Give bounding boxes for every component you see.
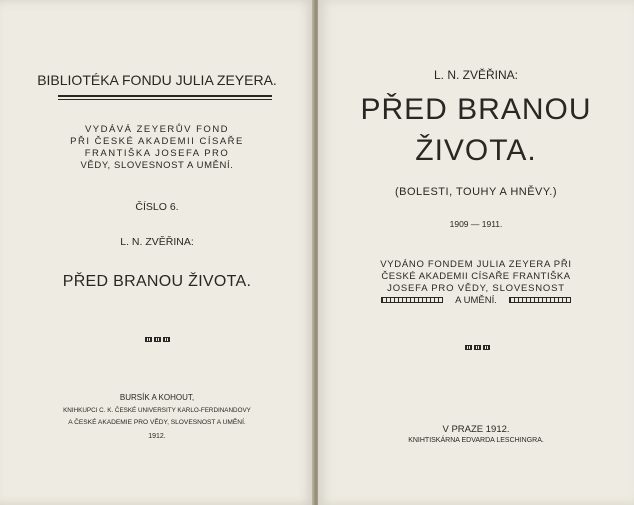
left-page — [0, 0, 314, 505]
subtitle: (BOLESTI, TOUHY A HNĚVY.) — [394, 186, 558, 198]
publisher-line: PŘI ČESKÉ AKADEMII CÍSAŘE — [70, 136, 244, 147]
printer: KNIHTISKÁRNA EDVARDA LESCHINGRA. — [408, 437, 544, 444]
publisher-line: JOSEFA PRO VĚDY, SLOVESNOST — [387, 283, 565, 294]
ornamental-fill-left — [381, 297, 443, 303]
years: 1909 — 1911. — [449, 219, 503, 229]
publisher-line: ČESKÉ AKADEMII CÍSAŘE FRANTIŠKA — [381, 271, 571, 282]
publisher-line-text: A UMĚNÍ. — [455, 295, 497, 306]
place-year: V PRAZE 1912. — [442, 424, 510, 435]
title-line-1: PŘED BRANOU — [360, 93, 592, 126]
ornament — [465, 345, 490, 350]
ornamental-fill-right — [509, 297, 571, 303]
author-name: L. N. ZVĚŘINA: — [120, 236, 194, 248]
publisher-line: FRANTIŠKA JOSEFA PRO — [84, 148, 230, 159]
author-name: L. N. ZVĚŘINA: — [433, 68, 519, 82]
book-title: PŘED BRANOU ŽIVOTA. — [62, 273, 252, 290]
publisher-line: VYDÁNO FONDEM JULIA ZEYERA PŘI — [380, 259, 572, 270]
double-rule-top — [58, 95, 272, 97]
imprint-line: KNIHKUPCI C. K. ČESKÉ UNIVERSITY KARLO-FERDINANDOVY — [63, 407, 251, 414]
imprint-year: 1912. — [148, 433, 166, 440]
title-line-2: ŽIVOTA. — [415, 134, 537, 167]
issue-number: ČÍSLO 6. — [135, 201, 179, 213]
publisher-line: VYDÁVÁ ZEYERŮV FOND — [84, 124, 230, 135]
ornament — [145, 337, 170, 342]
series-title: BIBLIOTÉKA FONDU JULIA ZEYERA. — [37, 72, 277, 88]
imprint-line: BURSÍK A KOHOUT, — [119, 393, 195, 402]
right-page — [318, 0, 634, 505]
publisher-line-last — [318, 295, 634, 306]
imprint-line: A ČESKÉ AKADEMIE PRO VĚDY, SLOVESNOST A UMĚNÍ. — [68, 419, 246, 426]
double-rule-bottom — [58, 99, 272, 100]
publisher-line: VĚDY, SLOVESNOST A UMĚNÍ. — [80, 160, 234, 171]
